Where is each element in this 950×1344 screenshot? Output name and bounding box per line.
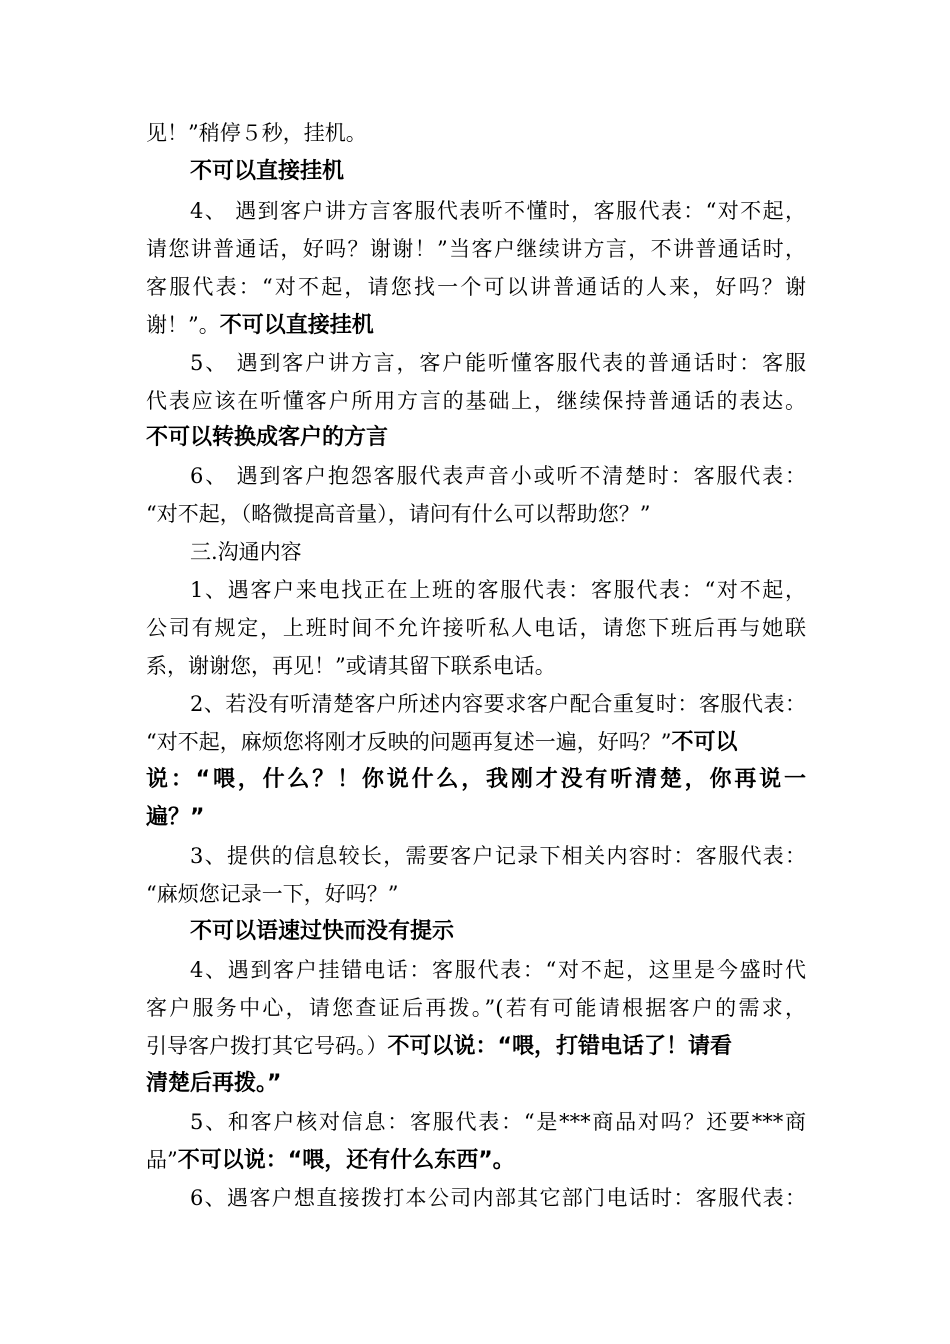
text-line: 系，谢谢您，再见！”或请其留下联系电话。 [146,654,556,678]
bold-warning: 不可以语速过快而没有提示 [190,919,455,944]
bold-warning: 清楚后再拨。” [146,1071,282,1096]
text-line: 客户服务中心，请您查证后再拨。”(若有可能请根据客户的需求， [146,996,806,1020]
text-line: 客服代表：“对不起，请您找一个可以讲普通话的人来，好吗？谢 [146,275,806,299]
text-line: 3、提供的信息较长，需要客户记录下相关内容时：客服代表： [190,844,806,868]
text-line [146,1031,806,1062]
bold-warning: 不可以直接挂机 [219,313,374,338]
text-line: 6、遇客户想直接拨打本公司内部其它部门电话时：客服代表： [190,1186,806,1210]
text-segment: 谢！”。 [146,313,220,337]
bold-warning: 不可以直接挂机 [190,159,345,184]
bold-warning: 不可以说：“喂，打错电话了！请看 [387,1034,732,1059]
bold-warning: 不可以说：“喂，还有什么东西”。 [177,1148,515,1173]
text-segment: 引导客户拨打其它号码。） [146,1034,388,1058]
text-segment: 品” [146,1148,178,1172]
text-line: 公司有规定，上班时间不允许接听私人电话，请您下班后再与她联 [146,616,806,640]
bold-warning: 遍？” [146,805,205,830]
text-line: “麻烦您记录一下，好吗？” [146,882,399,906]
text-line: 1、遇客户来电找正在上班的客服代表：客服代表：“对不起， [190,578,806,602]
text-line: 代表应该在听懂客户所用方言的基础上，继续保持普通话的表达。 [146,389,806,413]
text-line: 5、 遇到客户讲方言，客户能听懂客服代表的普通话时：客服 [190,351,806,375]
bold-warning: 不可以转换成客户的方言 [146,425,389,450]
text-line: 6、 遇到客户抱怨客服代表声音小或听不清楚时：客服代表： [190,464,806,488]
text-segment: “对不起，麻烦您将刚才反映的问题再复述一遍，好吗？” [146,730,672,754]
text-line [146,1145,806,1176]
text-line: 4、遇到客户挂错电话：客服代表：“对不起，这里是今盛时代 [190,958,806,982]
text-line: 2、若没有听清楚客户所述内容要求客户配合重复时：客服代表： [190,692,806,716]
text-line: 5、和客户核对信息：客服代表：“是***商品对吗？还要***商 [190,1110,806,1134]
text-line: 见！”稍停５秒，挂机。 [146,121,367,145]
text-line [146,727,806,758]
text-line [146,310,806,341]
bold-warning: 不可以 [671,730,738,755]
bold-warning: 说：“喂，什么？！你说什么，我刚才没有听清楚，你再说一 [146,767,806,792]
section-heading: 三.沟通内容 [190,540,302,564]
text-line: “对不起，（略微提高音量），请问有什么可以帮助您？” [146,502,651,526]
text-line: 请您讲普通话，好吗？谢谢！”当客户继续讲方言，不讲普通话时， [146,237,806,261]
text-line: 4、 遇到客户讲方言客服代表听不懂时，客服代表：“对不起， [190,199,806,223]
